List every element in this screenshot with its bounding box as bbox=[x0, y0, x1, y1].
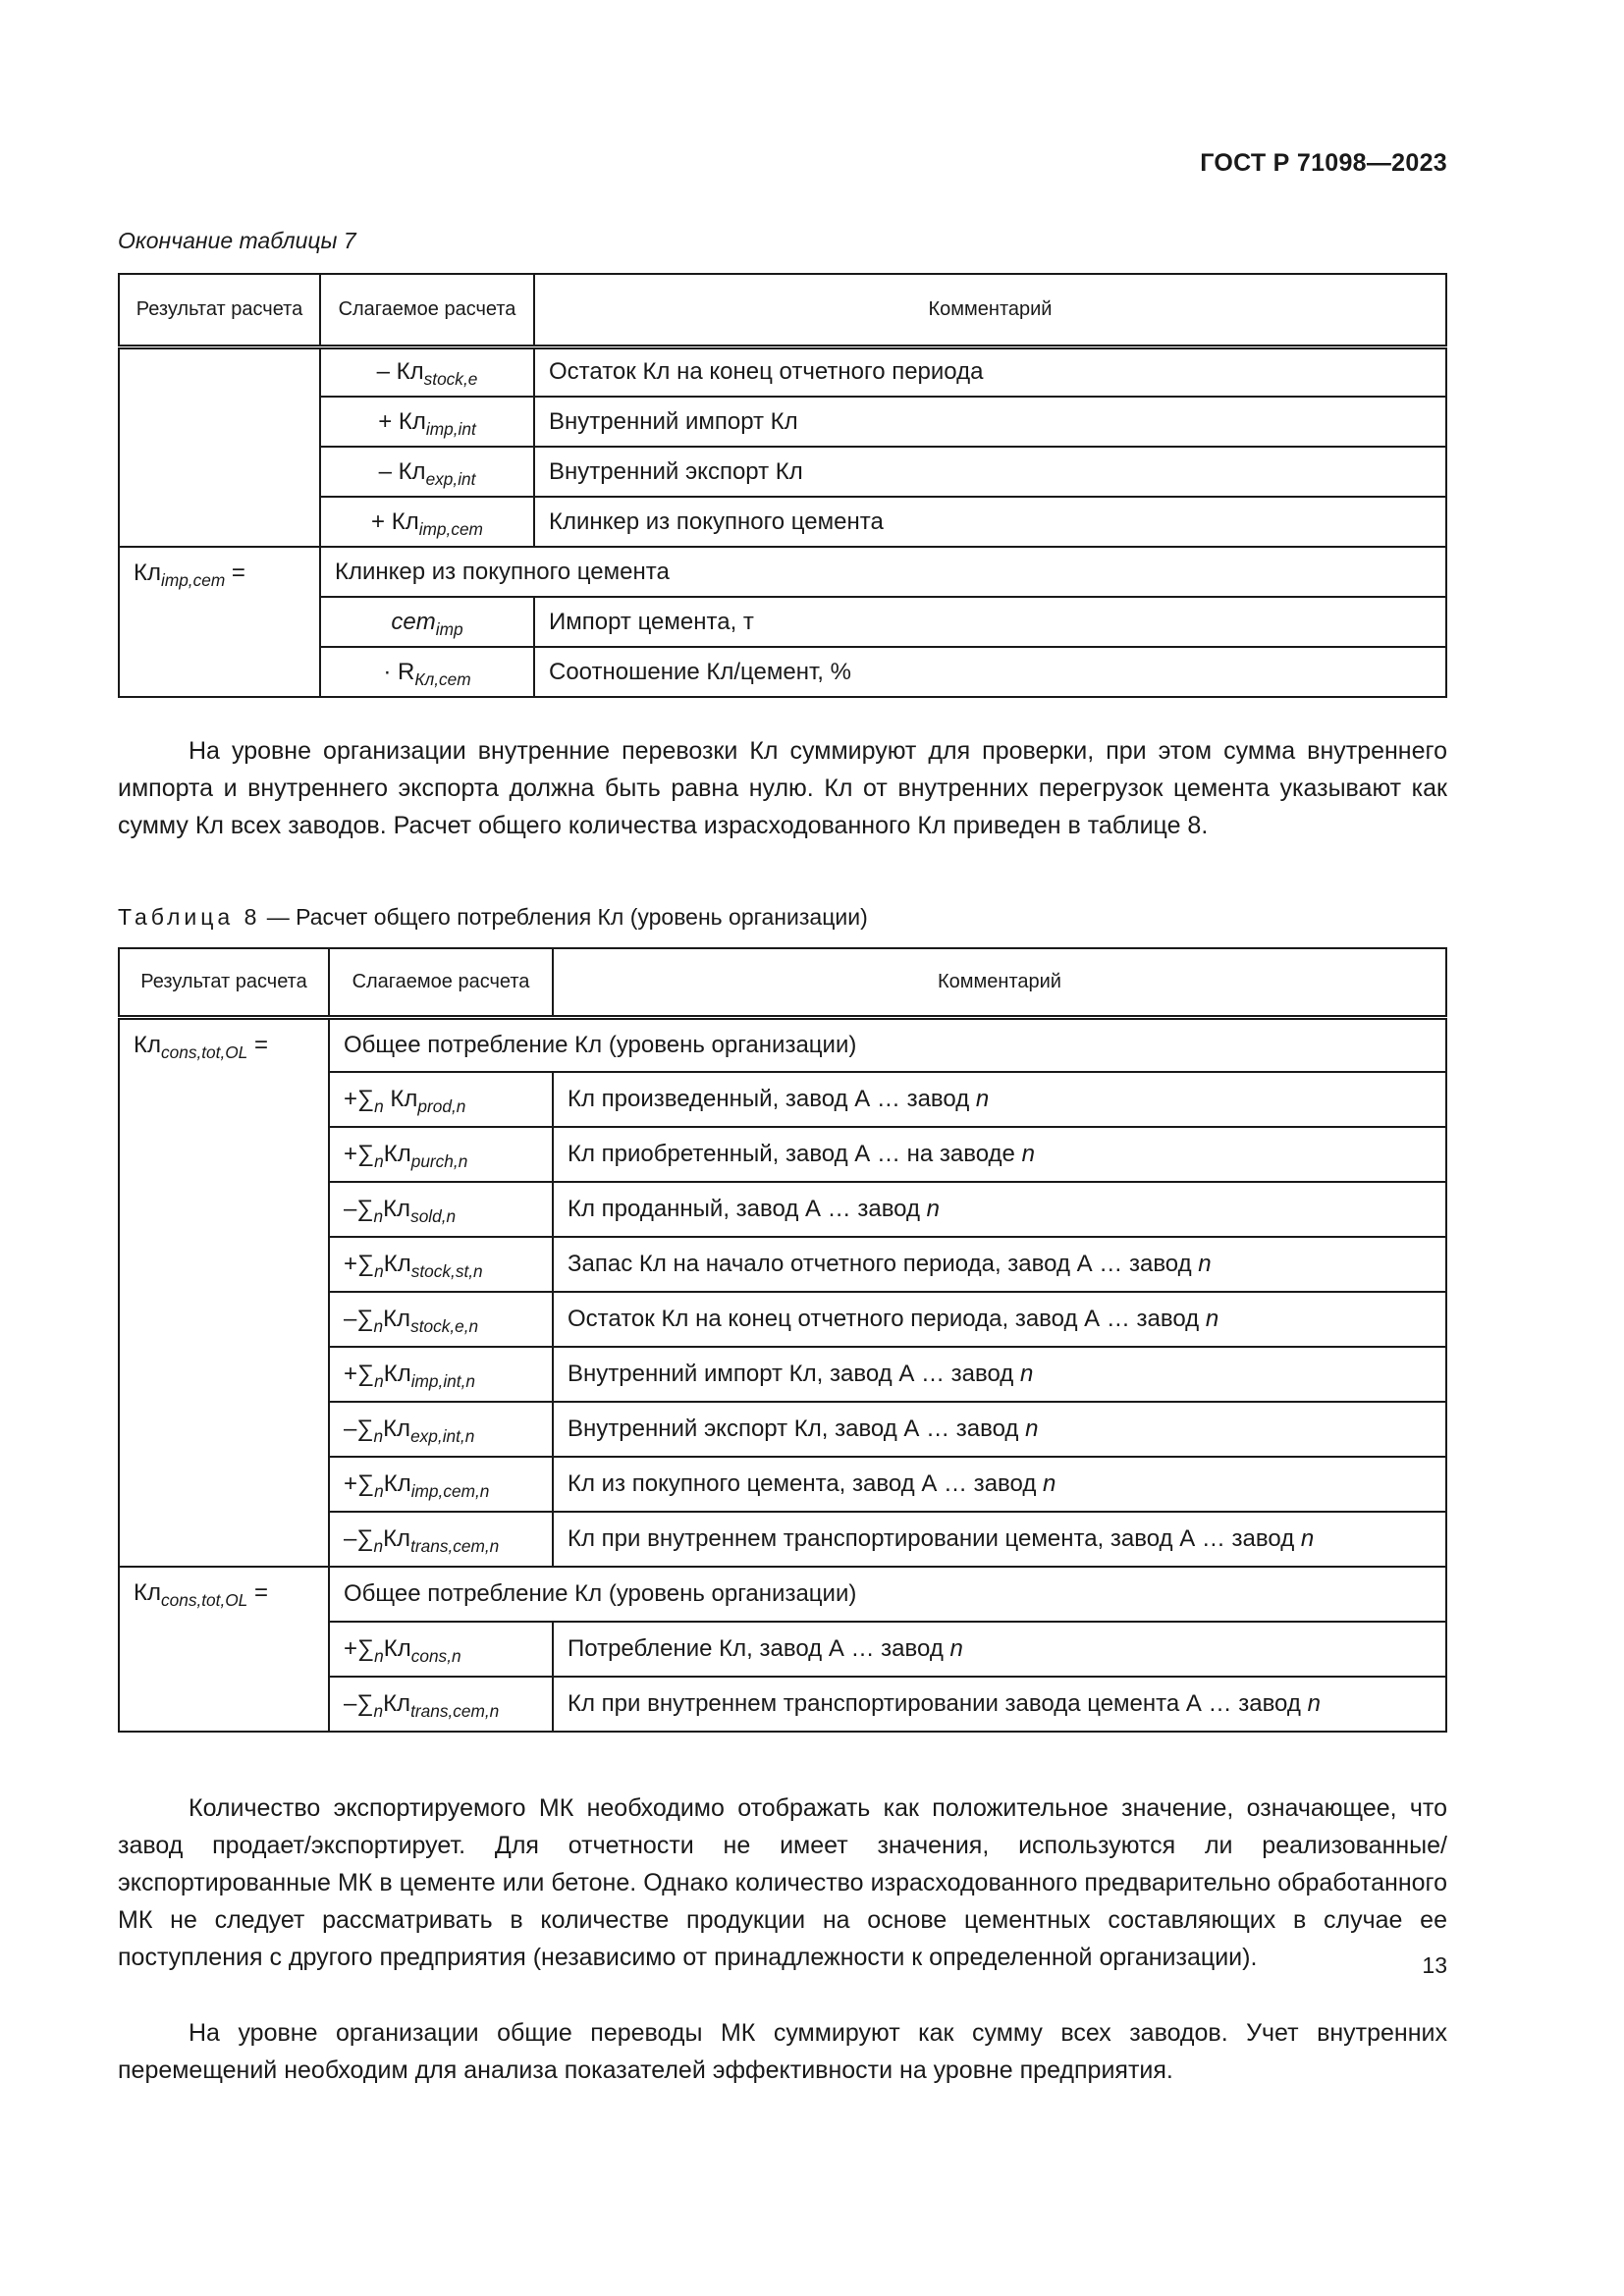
group-title-cell: Общее потребление Кл (уровень организации) bbox=[329, 1017, 1446, 1072]
term-cell: – $Кл_{exp,int}$ bbox=[320, 447, 534, 497]
result-cell: $Кл_{cons,tot,OL}$ = bbox=[119, 1017, 329, 1567]
comment-cell: Запас Кл на начало отчетного периода, завод А … завод n bbox=[553, 1237, 1446, 1292]
comment-cell: Кл произведенный, завод А … завод n bbox=[553, 1072, 1446, 1127]
term-cell: $-\sum_nКл_{stock,e,n}$ bbox=[329, 1292, 553, 1347]
comment-cell: Кл при внутреннем транспортировании завода цемента А … завод n bbox=[553, 1677, 1446, 1732]
paragraph-3: На уровне организации общие переводы МК суммируют как сумму всех заводов. Учет внутренних перемещений необходим для анализа показателей эффективности на уровне предприятия. bbox=[118, 2019, 1447, 2084]
table8-caption-text: — Расчет общего потребления Кл (уровень организации) bbox=[260, 904, 868, 930]
table8-caption bbox=[118, 904, 868, 931]
comment-cell: Остаток Кл на конец отчетного периода bbox=[534, 347, 1446, 397]
comment-cell: Кл из покупного цемента, завод А … завод n bbox=[553, 1457, 1446, 1512]
term-cell: $-\sum_nКл_{trans,cem,n}$ bbox=[329, 1677, 553, 1732]
comment-cell: Кл при внутреннем транспортировании цемента, завод А … завод n bbox=[553, 1512, 1446, 1567]
comment-cell: Потребление Кл, завод А … завод n bbox=[553, 1622, 1446, 1677]
term-cell: $+\sum_nКл_{imp,cem,n}$ bbox=[329, 1457, 553, 1512]
term-cell: $-\sum_nКл_{sold,n}$ bbox=[329, 1182, 553, 1237]
term-cell: + $Кл_{imp,cem}$ bbox=[320, 497, 534, 547]
col-header-comment: Комментарий bbox=[553, 948, 1446, 1017]
result-cell: $Кл_{cons,tot,OL}$ = bbox=[119, 1567, 329, 1732]
table-row bbox=[119, 547, 1446, 597]
comment-cell: Кл проданный, завод А … завод n bbox=[553, 1182, 1446, 1237]
term-cell: $+\sum_nКл_{stock,st,n}$ bbox=[329, 1237, 553, 1292]
col-header-comment: Комментарий bbox=[534, 274, 1446, 347]
table-row bbox=[119, 347, 1446, 397]
comment-cell: Внутренний импорт Кл, завод А … завод n bbox=[553, 1347, 1446, 1402]
comment-cell: Внутренний экспорт Кл bbox=[534, 447, 1446, 497]
col-header-result: Результат расчета bbox=[119, 274, 320, 347]
term-cell: + $Кл_{imp,int}$ bbox=[320, 397, 534, 447]
comment-cell: Клинкер из покупного цемента bbox=[534, 497, 1446, 547]
term-cell: – $Кл_{stock,e}$ bbox=[320, 347, 534, 397]
group-title-cell: Общее потребление Кл (уровень организации) bbox=[329, 1567, 1446, 1622]
term-cell: $-\sum_nКл_{trans,cem,n}$ bbox=[329, 1512, 553, 1567]
table7-caption: Окончание таблицы 7 bbox=[118, 228, 356, 253]
term-cell: $-\sum_nКл_{exp,int,n}$ bbox=[329, 1402, 553, 1457]
group-title-cell: Клинкер из покупного цемента bbox=[320, 547, 1446, 597]
table8-caption-label: Таблица 8 bbox=[118, 904, 261, 930]
table-8 bbox=[118, 947, 1447, 1733]
term-cell: $+\sum_nКл_{cons,n}$ bbox=[329, 1622, 553, 1677]
term-cell: · $R_{Кл,cem}$ bbox=[320, 647, 534, 697]
comment-cell: Остаток Кл на конец отчетного периода, завод А … завод n bbox=[553, 1292, 1446, 1347]
comment-cell: Соотношение Кл/цемент, % bbox=[534, 647, 1446, 697]
term-cell: $+\sum_nКл_{purch,n}$ bbox=[329, 1127, 553, 1182]
col-header-term: Слагаемое расчета bbox=[320, 274, 534, 347]
paragraph-2: Количество экспортируемого МК необходимо отображать как положительное значение, означающее, что завод продает/экспортирует. Для отчетности не имеет значения, используются ли реализованные/экспортированные МК в цементе или бетоне. Однако количество израсходованного предварительно обработанного МК не следует рассматривать в количестве продукции на основе цементных составляющих в случае ее поступления с другого предприятия (независимо от принадлежности к определенной организации). bbox=[118, 1794, 1447, 1971]
term-cell: $+\sum_nКл_{imp,int,n}$ bbox=[329, 1347, 553, 1402]
comment-cell: Импорт цемента, т bbox=[534, 597, 1446, 647]
term-cell: $+\sum_n$ $Кл_{prod,n}$ bbox=[329, 1072, 553, 1127]
comment-cell: Кл приобретенный, завод А … на заводе n bbox=[553, 1127, 1446, 1182]
table-7 bbox=[118, 273, 1447, 698]
col-header-term: Слагаемое расчета bbox=[329, 948, 553, 1017]
col-header-result: Результат расчета bbox=[119, 948, 329, 1017]
result-cell: $Кл_{imp,cem}$ = bbox=[119, 547, 320, 697]
result-cell-empty bbox=[119, 347, 320, 547]
term-cell: cem$_{imp}$ bbox=[320, 597, 534, 647]
comment-cell: Внутренний импорт Кл bbox=[534, 397, 1446, 447]
page-number: 13 bbox=[1422, 1952, 1447, 1978]
table-row bbox=[119, 1567, 1446, 1622]
table-row bbox=[119, 1017, 1446, 1072]
comment-cell: Внутренний экспорт Кл, завод А … завод n bbox=[553, 1402, 1446, 1457]
paragraph-1: На уровне организации внутренние перевозки Кл суммируют для проверки, при этом сумма внутреннего импорта и внутреннего экспорта должна быть равна нулю. Кл от внутренних перегрузок цемента указывают как сумму Кл всех заводов. Расчет общего количества израсходованного Кл приведен в таблице 8. bbox=[118, 737, 1447, 839]
document-code: ГОСТ Р 71098—2023 bbox=[1200, 149, 1447, 177]
